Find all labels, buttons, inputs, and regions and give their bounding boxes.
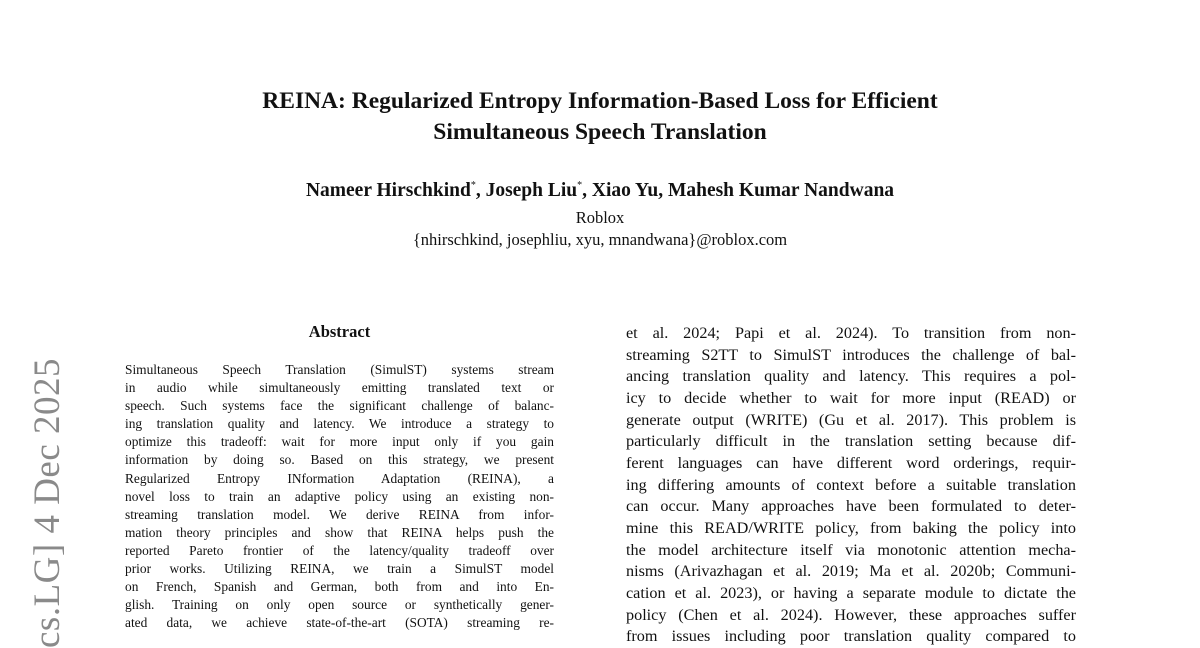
text-line: nisms (Arivazhagan et al. 2019; Ma et al. 2020b; Communi- [626, 562, 1076, 581]
text-line: Simultaneous Speech Translation (SimulST) systems stream [125, 362, 554, 377]
abstract-text [125, 361, 554, 632]
text-line: policy (Chen et al. 2024). However, these approaches suffer [626, 605, 1076, 624]
text-line: icy to decide whether to wait for more input (READ) or [626, 388, 1076, 407]
text-line: optimize this tradeoff: wait for more input only if you gain [125, 434, 554, 450]
text-line: glish. Training on only open source or synthetically gener- [125, 597, 554, 613]
text-line: generate output (WRITE) (Gu et al. 2017). This problem is [626, 410, 1076, 429]
author-name: Nameer Hirschkind [305, 180, 471, 201]
text-line: information by doing so. Based on this strategy, we present [125, 452, 554, 468]
abstract-heading: Abstract [308, 322, 371, 341]
title-line: Simultaneous Speech Translation [433, 119, 767, 145]
equal-contribution-mark: * [577, 180, 583, 191]
author-name: Joseph Liu [485, 180, 578, 201]
author-name: Mahesh Kumar Nandwana [667, 180, 895, 201]
text-line: mine this READ/WRITE policy, from baking the policy into [626, 518, 1076, 537]
text-line: ferent languages can have different word orderings, requir- [626, 453, 1076, 472]
text-line: in audio while simultaneously emitting translated text or [125, 380, 554, 396]
text-line: et al. 2024; Papi et al. 2024). To transition from non- [626, 324, 1076, 342]
text-line: prior works. Utilizing REINA, we train a SimulST model [125, 561, 554, 577]
affiliation: Roblox [575, 208, 625, 227]
email-list: {nhirschkind, josephliu, xyu, mnandwana}@roblox.com [412, 230, 788, 249]
body-text-column [626, 323, 1076, 648]
text-line: streaming translation model. We derive REINA from infor- [125, 506, 554, 522]
text-line: ing translation quality and latency. We introduce a strategy to [125, 416, 554, 432]
text-line: particularly difficult in the translation setting because dif- [626, 432, 1076, 451]
text-line: reported Pareto frontier of the latency/quality tradeoff over [125, 542, 554, 558]
text-line: on French, Spanish and German, both from and into En- [125, 579, 554, 595]
text-line: from issues including poor translation quality compared to [626, 627, 1076, 646]
author-name: Xiao Yu [591, 180, 659, 201]
author-list: Nameer Hirschkind*, Joseph Liu*, Xiao Yu, Mahesh Kumar Nandwana [305, 180, 895, 201]
title-line: REINA: Regularized Entropy Information-Based Loss for Efficient [262, 88, 938, 114]
text-line: the model architecture itself via monotonic attention mecha- [626, 540, 1076, 559]
text-line: ated data, we achieve state-of-the-art (SOTA) streaming re- [125, 615, 554, 631]
text-line: mation theory principles and show that REINA helps push the [125, 524, 554, 540]
text-line: speech. Such systems face the significant challenge of balanc- [125, 398, 554, 414]
text-line: ing differing amounts of context before a suitable translation [626, 475, 1076, 494]
text-line: ancing translation quality and latency. This requires a pol- [626, 367, 1076, 386]
text-line: Regularized Entropy INformation Adaptation (REINA), a [125, 470, 554, 486]
affiliation-block [0, 207, 1200, 251]
text-line: streaming S2TT to SimulST introduces the challenge of bal- [626, 345, 1076, 364]
text-line: can occur. Many approaches have been formulated to deter- [626, 497, 1076, 516]
paper-title [0, 86, 1200, 148]
text-line: novel loss to train an adaptive policy using an existing non- [125, 488, 554, 504]
text-line: cation et al. 2023), or having a separate module to dictate the [626, 583, 1076, 602]
arxiv-stamp: cs.LG] 4 Dec 2025 [27, 357, 68, 648]
equal-contribution-mark: * [470, 180, 476, 191]
